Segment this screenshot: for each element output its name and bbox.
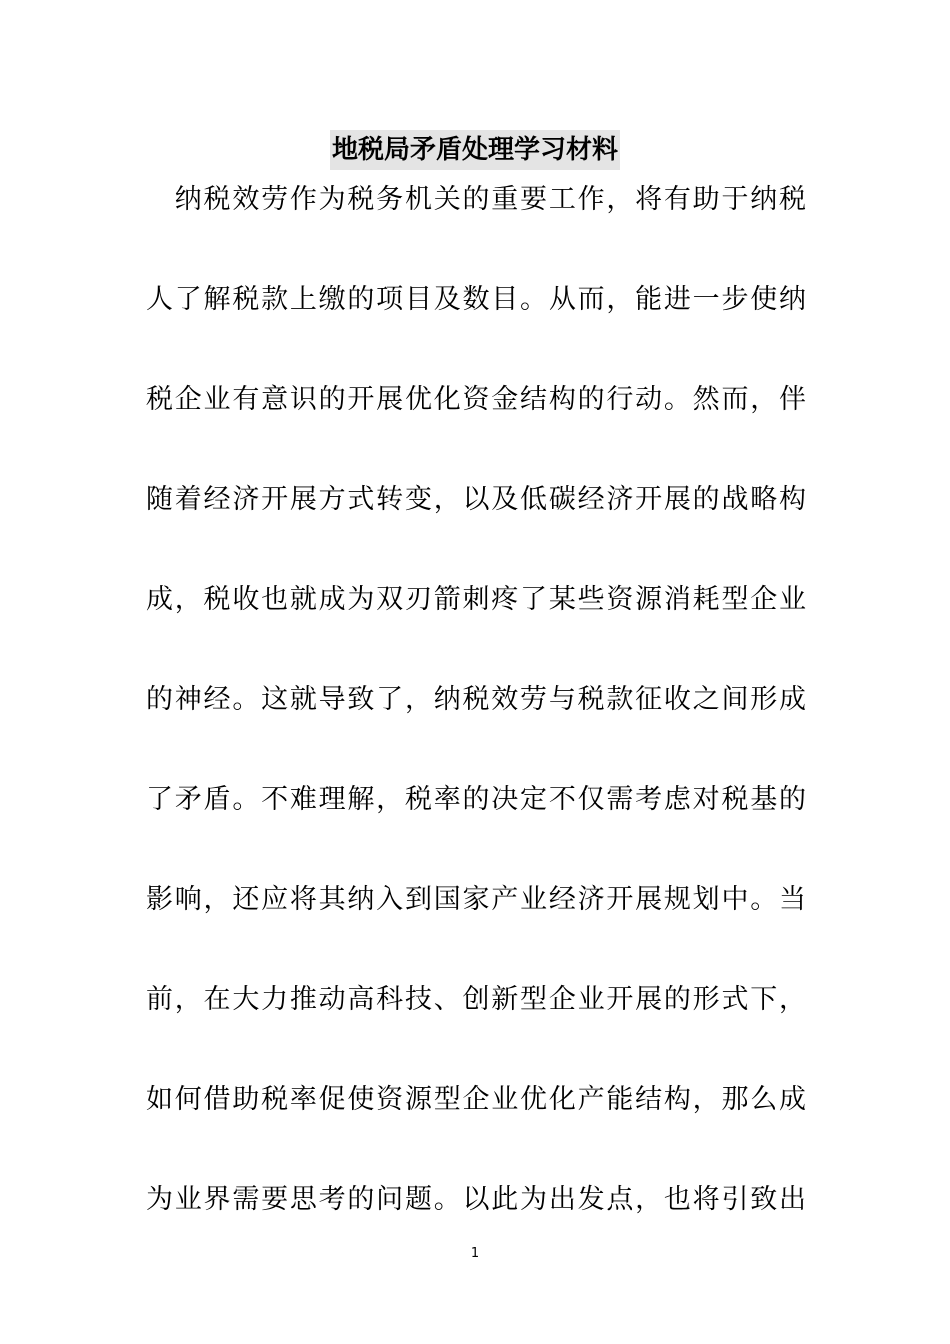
text-line: 影响，还应将其纳入到国家产业经济开展规划中。当 [146, 884, 806, 915]
text-line: 纳税效劳作为税务机关的重要工作，将有助于纳税 [146, 184, 806, 215]
text-line: 了矛盾。不难理解，税率的决定不仅需考虑对税基的 [146, 784, 806, 815]
text-line: 前，在大力推动高科技、创新型企业开展的形式下， [146, 984, 806, 1015]
text-line: 如何借助税率促使资源型企业优化产能结构，那么成 [146, 1084, 806, 1115]
page-number: 1 [470, 1246, 480, 1261]
text-line: 税企业有意识的开展优化资金结构的行动。然而，伴 [146, 384, 806, 415]
text-line: 随着经济开展方式转变，以及低碳经济开展的战略构 [146, 484, 806, 515]
text-line: 人了解税款上缴的项目及数目。从而，能进一步使纳 [146, 284, 806, 315]
body-text [146, 172, 806, 1272]
text-line: 的神经。这就导致了，纳税效劳与税款征收之间形成 [146, 684, 806, 715]
title-container [0, 130, 950, 170]
document-title: 地税局矛盾处理学习材料 [330, 130, 620, 170]
text-line: 为业界需要思考的问题。以此为出发点，也将引致出 [146, 1184, 806, 1215]
text-line: 成，税收也就成为双刃箭刺疼了某些资源消耗型企业 [146, 584, 806, 615]
